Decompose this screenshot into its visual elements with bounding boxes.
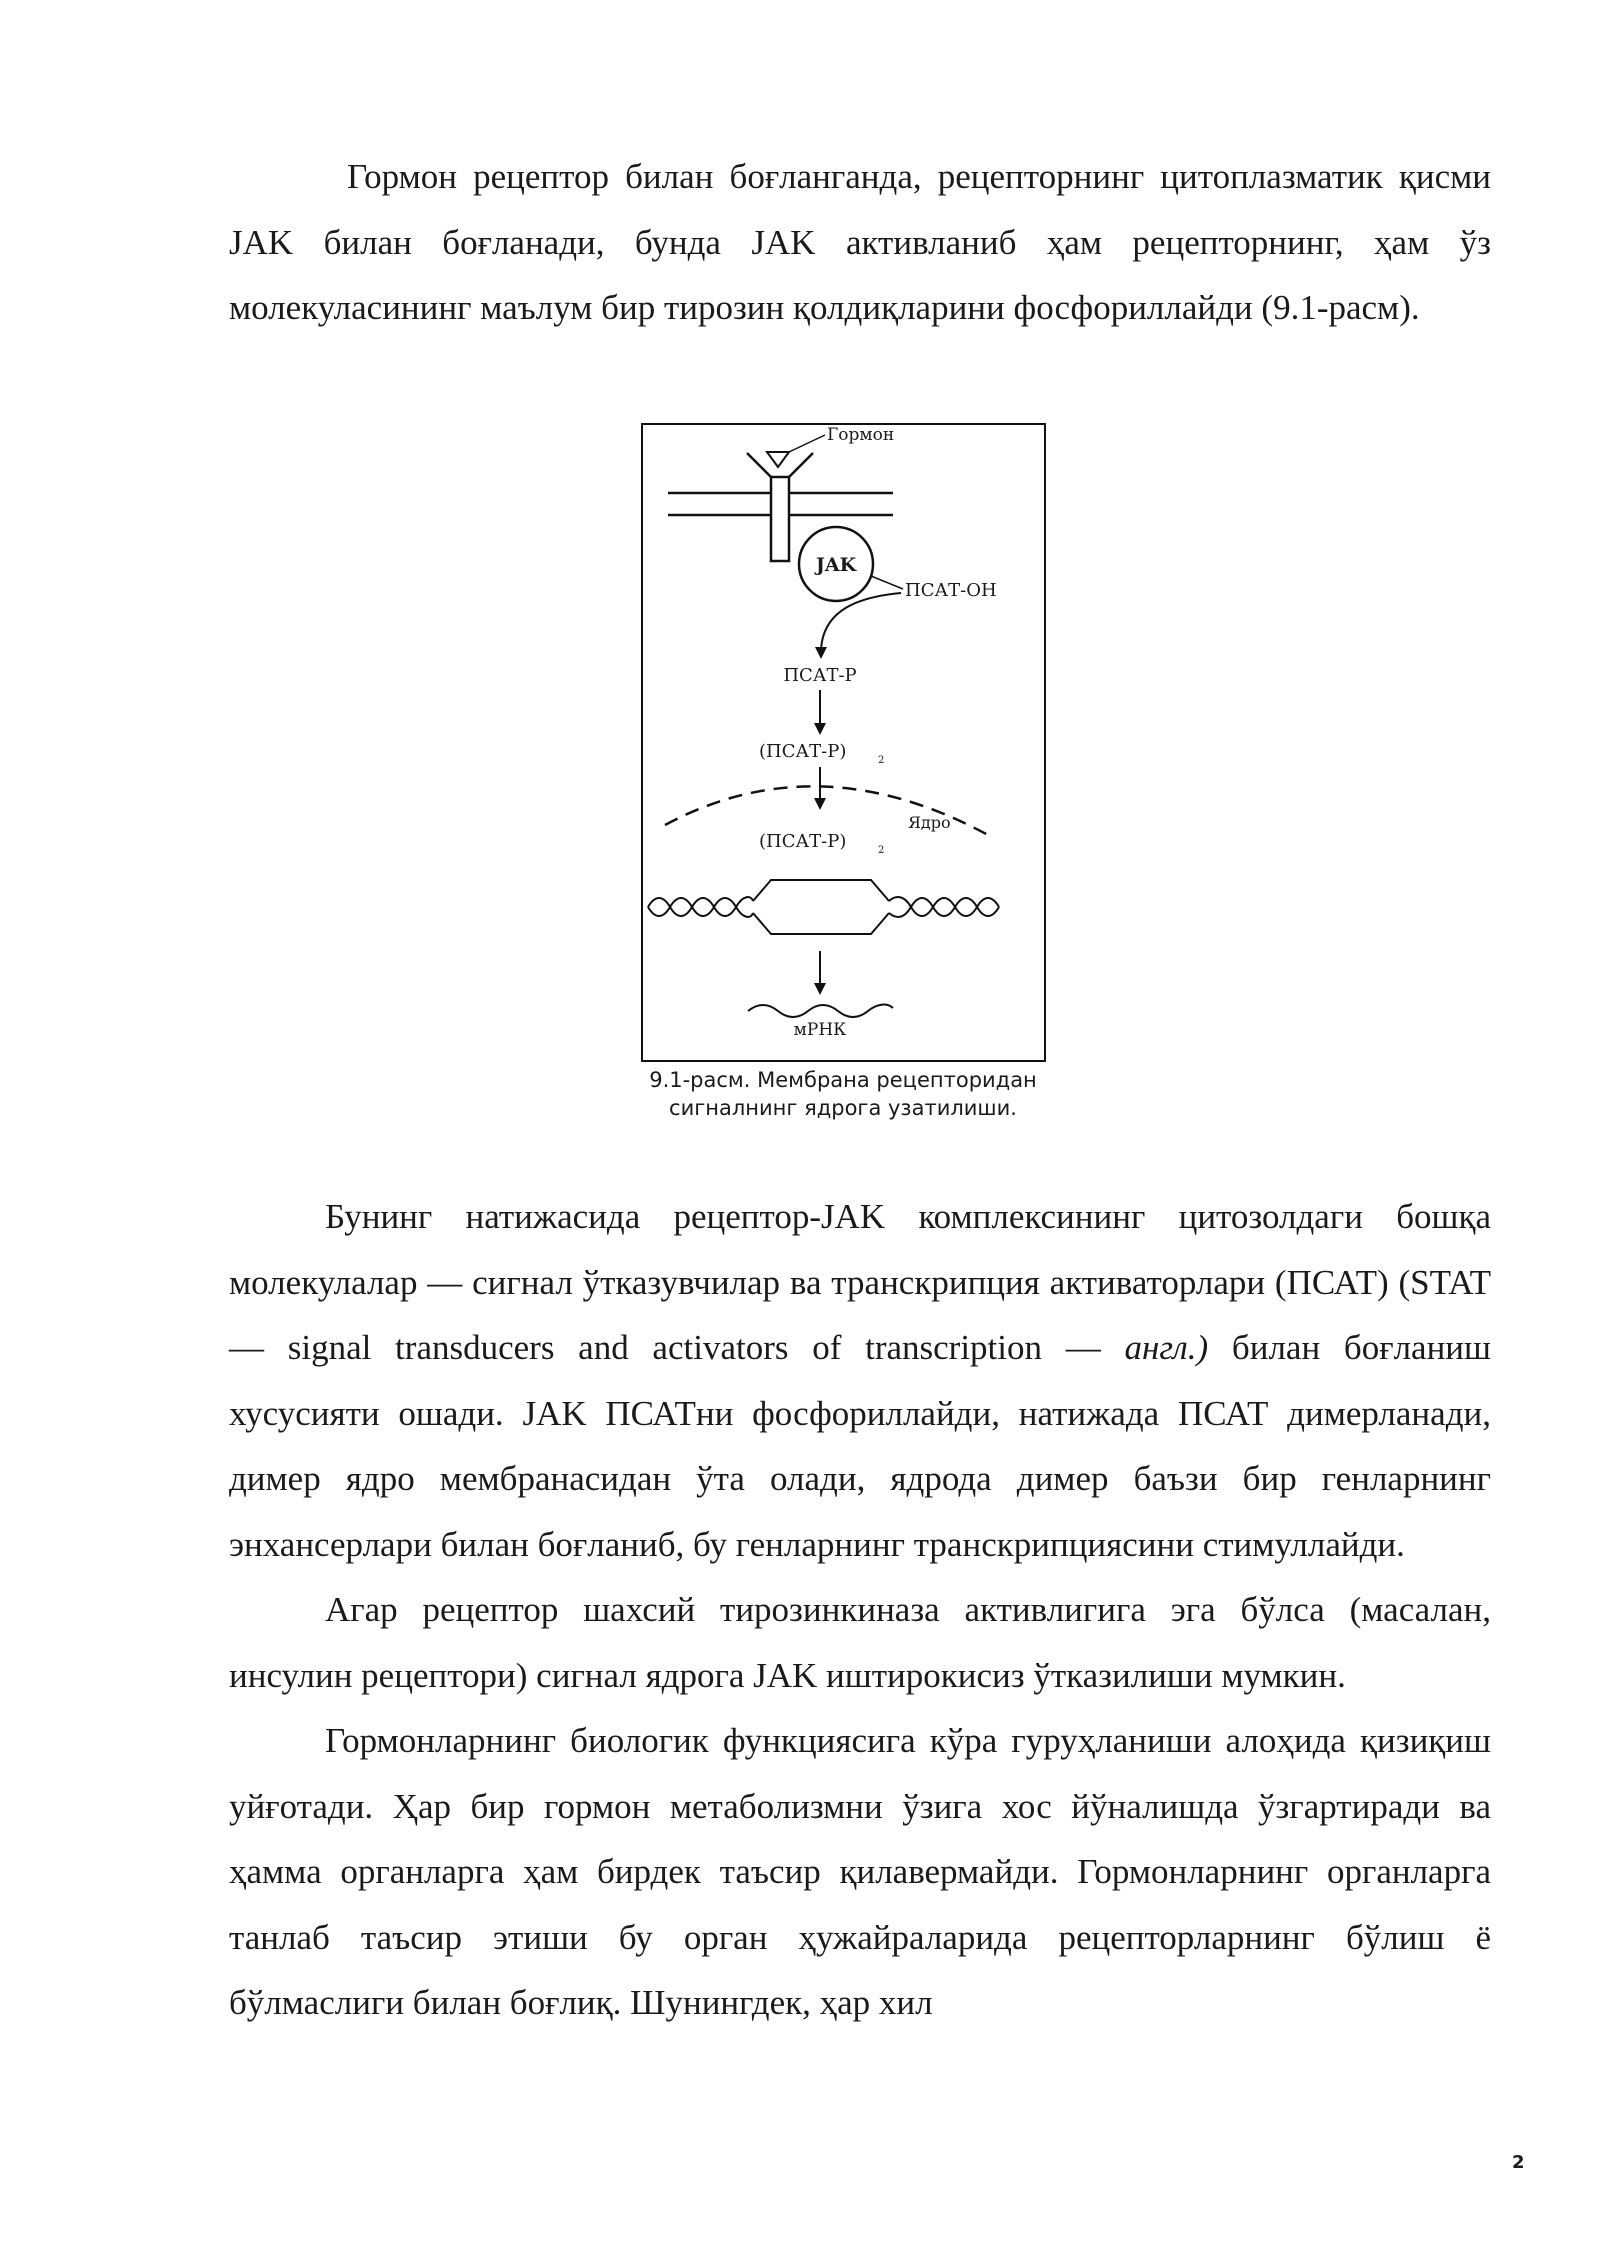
paragraph-2-tail: билан боғланиш хусусияти ошади. JAK ПСАТни фосфориллайди, натижада ПСАТ димерланади, димер ядро мембранасидан ўта олади, ядрода димер баъзи бир генларнинг энхансерлари билан боғланиб, бу генларнинг транскрипциясини стимуллайди. xyxy=(229,1328,1491,1564)
label-psat-oh: ПСАТ-ОН xyxy=(905,580,997,601)
paragraph-2-text: Бунинг натижасида рецептор-JAK комплексининг цитозолдаги бошқа молекулалар — сигнал ўтказувчилар ва транскрипция активаторлари (ПСАТ) (STAT — signal transducers and activators of transcription — xyxy=(229,1197,1491,1367)
label-mrna: мРНК xyxy=(793,1020,847,1040)
paragraph-4: Гормонларнинг биологик функциясига кўра гуруҳланиши алоҳида қизиқиш уйғотади. Ҳар бир гормон метаболизмни ўзига хос йўналишда ўзгартиради ва ҳамма органларга ҳам бирдек таъсир қилавермайди. Гормонларнинг органларга танлаб таъсир этиши бу орган ҳужайраларида рецепторларнинг бўлиш ё бўлмаслиги билан боғлиқ. Шунингдек, ҳар хил xyxy=(229,1721,1491,2022)
paragraph-2 xyxy=(229,1184,1491,1577)
arrow-head-2 xyxy=(814,723,826,735)
label-jak: JAK xyxy=(815,554,857,576)
arrow-head-3 xyxy=(814,798,826,810)
hormone-pointer-line xyxy=(789,435,825,452)
dna-helix xyxy=(648,880,999,934)
arrow-head-1 xyxy=(815,647,827,659)
label-hormone: Гормон xyxy=(827,425,895,445)
label-nucleus: Ядро xyxy=(908,813,951,832)
paragraph-1: Гормон рецептор билан боғланганда, рецепторнинг цитоплазматик қисми JAK билан боғланади, бунда JAK активланиб ҳам рецепторнинг, ҳам ўз молекуласининг маълум бир тирозин қолдиқларини фосфориллайди (9.1-расм). xyxy=(229,157,1491,327)
receptor-arm-left xyxy=(747,453,771,477)
signal-diagram-svg xyxy=(643,425,1048,1064)
label-psat-p: ПСАТ-Р xyxy=(783,665,857,686)
figure-diagram xyxy=(641,423,1046,1062)
psat-oh-pointer-line xyxy=(871,576,903,589)
receptor-arm-right xyxy=(789,453,813,477)
arrow-head-4 xyxy=(814,983,826,995)
subscript-2-nucleus: 2 xyxy=(878,845,885,856)
page-number: 2 xyxy=(1512,2152,1525,2173)
paragraph-2-italic-abbrev: англ.) xyxy=(1124,1328,1209,1367)
receptor-stem xyxy=(771,477,789,561)
mrna-strand xyxy=(748,1005,893,1017)
subscript-2-cytosol: 2 xyxy=(878,755,885,766)
figure-caption: 9.1-расм. Мембрана рецепторидан сигналнинг ядрога узатилиши. xyxy=(649,1068,1037,1120)
hormone-triangle-icon xyxy=(767,452,789,467)
label-psat-p2-cytosol: (ПСАТ-Р) xyxy=(759,741,847,762)
label-psat-p2-nucleus: (ПСАТ-Р) xyxy=(759,831,847,852)
paragraph-3: Агар рецептор шахсий тирозинкиназа активлигига эга бўлса (масалан, инсулин рецептори) сигнал ядрога JAK иштирокисиз ўтказилиши мумкин. xyxy=(229,1590,1491,1695)
